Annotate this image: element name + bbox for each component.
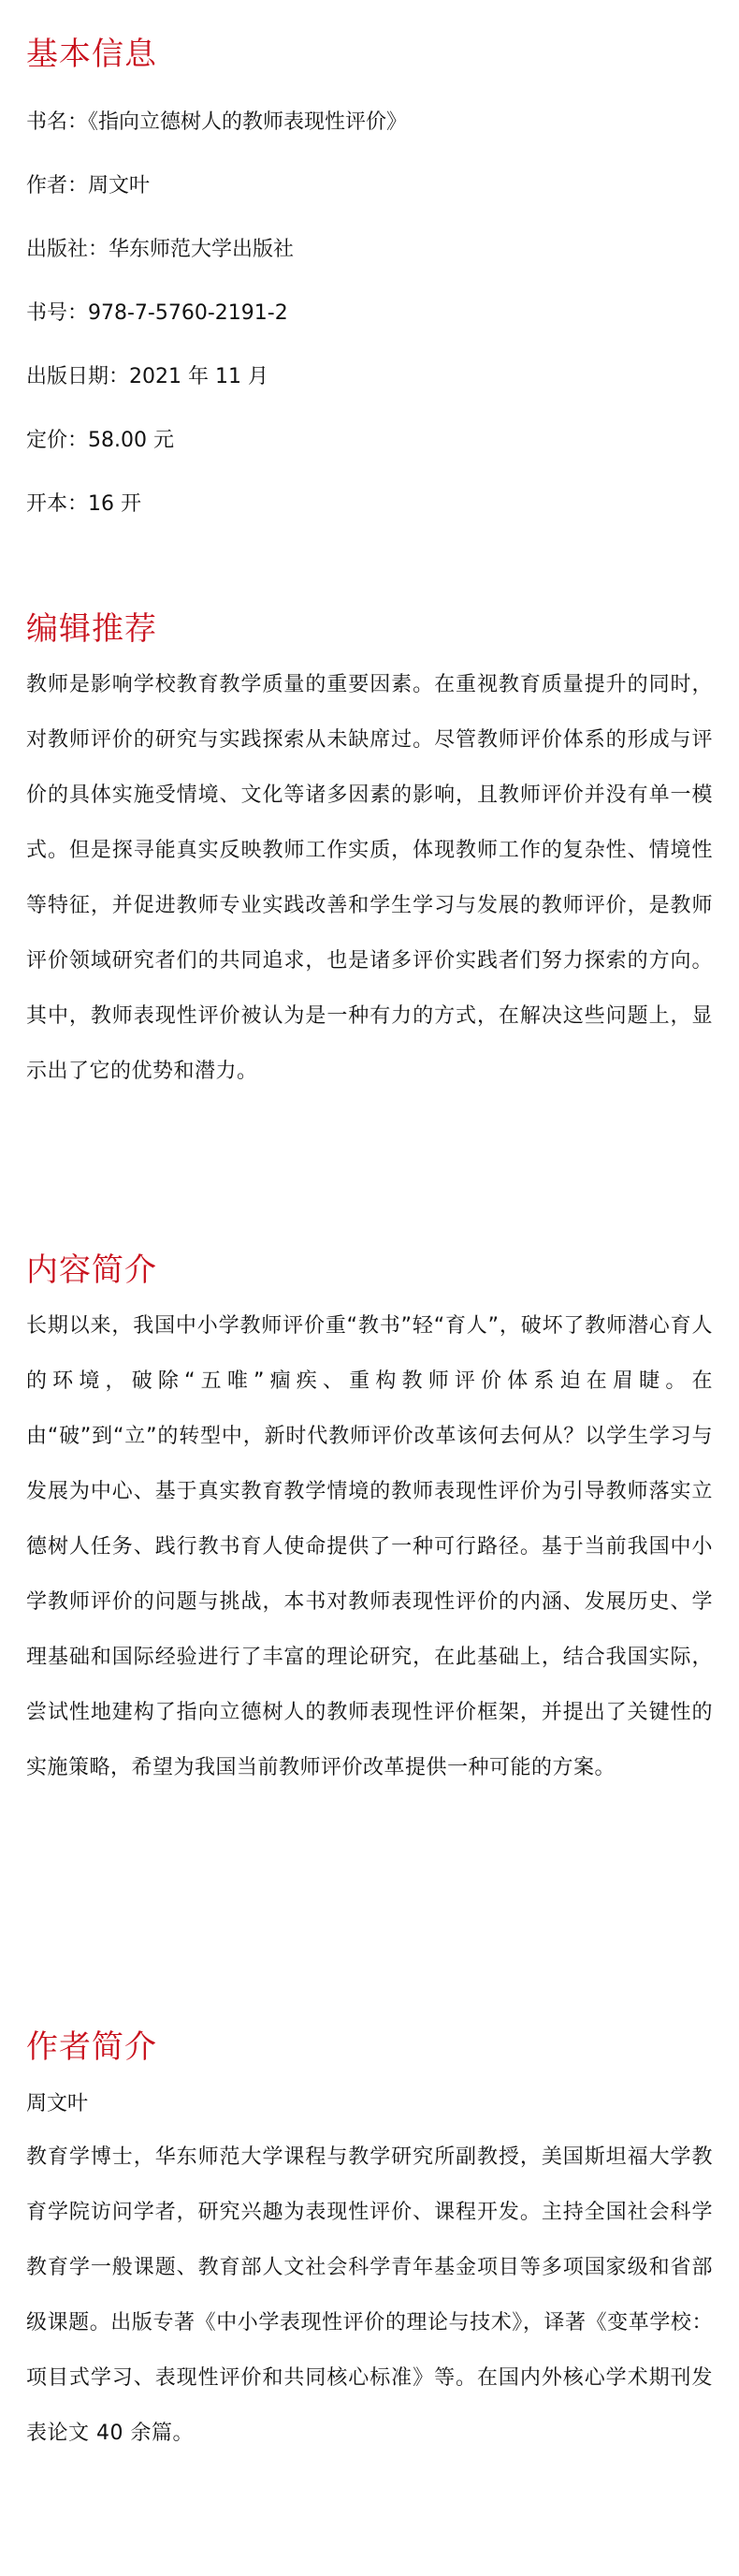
info-publisher: 出版社：华东师范大学出版社 bbox=[26, 238, 295, 261]
content-intro-section bbox=[26, 1250, 713, 1795]
info-publish-date: 出版日期：2021 年 11 月 bbox=[26, 365, 268, 388]
editor-recommendation-text: 教师是影响学校教育教学质量的重要因素。在重视教育质量提升的同时，对教师评价的研究与实践探索从未缺席过。尽管教师评价体系的形成与评价的具体实施受情境、文化等诸多因素的影响，且教师评价并没有单一模式。但是探寻能真实反映教师工作实质，体现教师工作的复杂性、情境性等特征，并促进教师专业实践改善和学生学习与发展的教师评价，是教师评价领域研究者们的共同追求，也是诸多评价实践者们努力探索的方向。其中，教师表现性评价被认为是一种有力的方式，在解决这些问题上，显示出了它的优势和潜力。 bbox=[26, 673, 713, 1083]
info-isbn: 书号：978-7-5760-2191-2 bbox=[26, 301, 288, 325]
info-author: 作者：周文叶 bbox=[26, 174, 151, 198]
author-intro-text: 教育学博士，华东师范大学课程与教学研究所副教授，美国斯坦福大学教育学院访问学者，研究兴趣为表现性评价、课程开发。主持全国社会科学教育学一般课题、教育部人文社会科学青年基金项目等多项国家级和省部级课题。出版专著《中小学表现性评价的理论与技术》，译著《变革学校：项目式学习、表现性评价和共同核心标准》等。在国内外核心学术期刊发表论文 40 余篇。 bbox=[26, 2145, 713, 2445]
info-format: 开本：16 开 bbox=[26, 492, 141, 516]
author-intro-title: 作者简介 bbox=[26, 2028, 157, 2066]
basic-info-title: 基本信息 bbox=[26, 36, 157, 73]
author-name: 周文叶 bbox=[26, 2092, 89, 2115]
author-intro-section bbox=[26, 2027, 713, 2461]
info-book-title: 书名：《指向立德树人的教师表现性评价》 bbox=[26, 110, 408, 134]
info-price: 定价：58.00 元 bbox=[26, 429, 174, 452]
content-intro-text: 长期以来，我国中小学教师评价重“教书”轻“育人”，破坏了教师潜心育人的环境，破除“五唯”痼疾、重构教师评价体系迫在眉睫。在由“破”到“立”的转型中，新时代教师评价改革该何去何从？以学生学习与发展为中心、基于真实教育教学情境的教师表现性评价为引导教师落实立德树人任务、践行教书育人使命提供了一种可行路径。基于当前我国中小学教师评价的问题与挑战，本书对教师表现性评价的内涵、发展历史、学理基础和国际经验进行了丰富的理论研究，在此基础上，结合我国实际，尝试性地建构了指向立德树人的教师表现性评价框架，并提出了关键性的实施策略，希望为我国当前教师评价改革提供一种可能的方案。 bbox=[26, 1314, 713, 1779]
content-intro-title: 内容简介 bbox=[26, 1251, 157, 1289]
editor-recommendation-title: 编辑推荐 bbox=[26, 610, 157, 648]
editor-recommendation-section bbox=[26, 608, 713, 1099]
basic-info-section bbox=[26, 34, 713, 520]
